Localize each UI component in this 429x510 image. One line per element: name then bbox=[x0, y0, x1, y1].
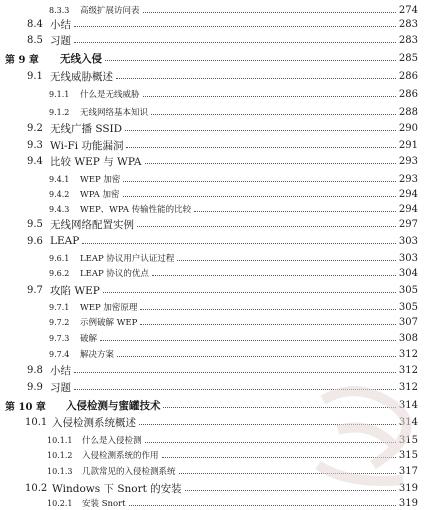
page-number: 293 bbox=[398, 173, 418, 185]
toc-entry bbox=[0, 363, 429, 377]
section-title: 小结 bbox=[50, 18, 71, 31]
toc-entry bbox=[0, 380, 429, 394]
section-number: 9.8 bbox=[27, 364, 43, 376]
section-number: 9.6.1 bbox=[49, 253, 70, 263]
section-number: 9.5 bbox=[27, 218, 43, 230]
section-title: 无线网络基本知识 bbox=[80, 108, 149, 118]
section-title: 攻陷 WEP bbox=[50, 284, 100, 297]
dot-leader bbox=[163, 406, 396, 408]
dot-leader bbox=[143, 11, 396, 13]
dot-leader bbox=[74, 25, 396, 27]
section-title: WEP 加密 bbox=[80, 175, 121, 185]
section-title: 破解 bbox=[80, 334, 98, 344]
toc-chapter-row bbox=[0, 51, 429, 65]
section-number: 9.4.2 bbox=[49, 189, 70, 199]
dot-leader bbox=[123, 195, 396, 197]
page-number: 312 bbox=[398, 348, 418, 360]
dot-leader bbox=[152, 274, 396, 276]
section-title: LEAP 协议用户认证过程 bbox=[80, 254, 175, 264]
dot-leader bbox=[137, 225, 396, 227]
dot-leader bbox=[194, 210, 396, 212]
page-number: 304 bbox=[398, 267, 418, 279]
section-number: 9.2 bbox=[27, 122, 43, 134]
dot-leader bbox=[143, 95, 396, 97]
toc-entry bbox=[0, 433, 429, 447]
page-number: 312 bbox=[398, 381, 418, 393]
toc-entry bbox=[0, 217, 429, 231]
page-number: 286 bbox=[398, 70, 418, 82]
toc-entry bbox=[0, 154, 429, 168]
section-number: 10.1.2 bbox=[47, 450, 73, 460]
section-title: 无线广播 SSID bbox=[50, 122, 123, 135]
page-number: 293 bbox=[398, 155, 418, 167]
dot-leader bbox=[125, 129, 396, 131]
dot-leader bbox=[74, 41, 396, 43]
toc-chapter-row bbox=[0, 398, 429, 412]
section-number: 10.1.1 bbox=[47, 435, 73, 445]
dot-leader bbox=[103, 291, 396, 293]
toc-entry bbox=[0, 17, 429, 31]
page-number: 303 bbox=[398, 235, 418, 247]
page-number: 283 bbox=[398, 34, 418, 46]
toc-entry bbox=[0, 3, 429, 17]
dot-leader bbox=[151, 113, 396, 115]
dot-leader bbox=[105, 59, 396, 61]
section-number: 9.4.3 bbox=[49, 204, 70, 214]
section-title: WPA 加密 bbox=[80, 190, 120, 200]
section-title: 入侵检测与蜜罐技术 bbox=[66, 399, 161, 412]
section-title: Windows 下 Snort 的安装 bbox=[52, 482, 182, 495]
toc-entry bbox=[0, 481, 429, 495]
section-title: 无线网络配置实例 bbox=[50, 218, 134, 231]
section-number: 9.7 bbox=[27, 284, 43, 296]
section-number: 10.2 bbox=[25, 482, 48, 494]
toc-entry bbox=[0, 187, 429, 201]
page-number: 290 bbox=[398, 122, 418, 134]
section-title: 示例破解 WEP bbox=[80, 318, 138, 328]
toc-entry bbox=[0, 172, 429, 186]
section-number: 8.4 bbox=[27, 18, 43, 30]
section-title: LEAP bbox=[50, 235, 80, 247]
section-title: 什么是无线威胁 bbox=[80, 90, 140, 100]
dot-leader bbox=[116, 77, 396, 79]
page-number: 314 bbox=[398, 399, 418, 411]
page-number: 307 bbox=[398, 316, 418, 328]
section-number: 9.1.1 bbox=[49, 89, 70, 99]
section-number: 9.1.2 bbox=[49, 107, 70, 117]
section-title: 比较 WEP 与 WPA bbox=[50, 155, 142, 168]
dot-leader bbox=[129, 504, 396, 506]
toc-entry bbox=[0, 415, 429, 429]
toc-entry bbox=[0, 69, 429, 83]
section-number: 8.3.3 bbox=[49, 5, 70, 15]
section-title: 入侵检测系统的作用 bbox=[82, 451, 159, 461]
page-number: 283 bbox=[398, 18, 418, 30]
section-title: 解决方案 bbox=[80, 350, 115, 360]
page-number: 305 bbox=[398, 301, 418, 313]
section-title: 习题 bbox=[50, 34, 71, 47]
section-number: 9.7.1 bbox=[49, 302, 70, 312]
section-number: 9.7.3 bbox=[49, 333, 70, 343]
toc-entry bbox=[0, 283, 429, 297]
section-title: 习题 bbox=[50, 381, 71, 394]
section-number: 9.9 bbox=[27, 381, 43, 393]
section-title: 入侵检测系统概述 bbox=[52, 416, 136, 429]
dot-leader bbox=[126, 146, 396, 148]
page-number: 315 bbox=[398, 434, 418, 446]
dot-leader bbox=[145, 441, 396, 443]
section-number: 9.4.1 bbox=[49, 174, 70, 184]
page-number: 308 bbox=[398, 332, 418, 344]
toc-entry bbox=[0, 87, 429, 101]
section-number: 10.2.1 bbox=[47, 498, 73, 508]
dot-leader bbox=[74, 388, 396, 390]
dot-leader bbox=[117, 355, 396, 357]
page-number: 274 bbox=[398, 4, 418, 16]
toc-entry bbox=[0, 315, 429, 329]
toc-entry bbox=[0, 234, 429, 248]
section-number: 10.1.3 bbox=[47, 466, 73, 476]
dot-leader bbox=[162, 456, 396, 458]
section-number: 9.4 bbox=[27, 155, 43, 167]
page-number: 314 bbox=[398, 416, 418, 428]
page-number: 291 bbox=[398, 139, 418, 151]
section-number: 9.1 bbox=[27, 70, 43, 82]
section-title: 什么是入侵检测 bbox=[82, 436, 142, 446]
dot-leader bbox=[179, 472, 396, 474]
toc-entry bbox=[0, 202, 429, 216]
section-title: 无线入侵 bbox=[60, 52, 102, 65]
page-number: 294 bbox=[398, 203, 418, 215]
dot-leader bbox=[145, 162, 396, 164]
toc-entry bbox=[0, 347, 429, 361]
toc-entry bbox=[0, 251, 429, 265]
section-number: 9.7.4 bbox=[49, 349, 70, 359]
section-title: 无线威胁概述 bbox=[50, 70, 113, 83]
dot-leader bbox=[74, 371, 396, 373]
dot-leader bbox=[100, 339, 396, 341]
toc-entry bbox=[0, 331, 429, 345]
page-number: 319 bbox=[398, 497, 418, 509]
section-title: WEP 加密原理 bbox=[80, 303, 138, 313]
toc-entry bbox=[0, 105, 429, 119]
toc-entry bbox=[0, 300, 429, 314]
section-number: 9.7.2 bbox=[49, 317, 70, 327]
section-number: 第 9 章 bbox=[5, 54, 39, 66]
section-title: 安装 Snort bbox=[82, 499, 126, 509]
dot-leader bbox=[177, 259, 396, 261]
section-title: 高级扩展访问表 bbox=[80, 6, 140, 16]
section-number: 第 10 章 bbox=[5, 401, 46, 413]
toc-entry bbox=[0, 266, 429, 280]
section-title: WEP、WPA 传输性能的比较 bbox=[80, 205, 192, 215]
page-number: 317 bbox=[398, 465, 418, 477]
page-number: 303 bbox=[398, 252, 418, 264]
dot-leader bbox=[140, 323, 396, 325]
section-number: 8.5 bbox=[27, 34, 43, 46]
toc-entry bbox=[0, 138, 429, 152]
section-number: 9.6.2 bbox=[49, 268, 70, 278]
page-number: 294 bbox=[398, 188, 418, 200]
dot-leader bbox=[123, 180, 396, 182]
section-title: 小结 bbox=[50, 364, 71, 377]
dot-leader bbox=[139, 423, 396, 425]
section-title: LEAP 协议的优点 bbox=[80, 269, 149, 279]
section-number: 9.3 bbox=[27, 139, 43, 151]
dot-leader bbox=[82, 242, 396, 244]
page-number: 288 bbox=[398, 106, 418, 118]
section-title: Wi-Fi 功能漏洞 bbox=[50, 139, 124, 152]
page-number: 297 bbox=[398, 218, 418, 230]
section-number: 9.6 bbox=[27, 235, 43, 247]
page-number: 285 bbox=[398, 52, 418, 64]
section-number: 10.1 bbox=[25, 416, 48, 428]
toc-entry bbox=[0, 448, 429, 462]
toc-entry bbox=[0, 121, 429, 135]
page-number: 286 bbox=[398, 88, 418, 100]
dot-leader bbox=[140, 308, 396, 310]
page-number: 312 bbox=[398, 364, 418, 376]
page-number: 319 bbox=[398, 482, 418, 494]
toc-entry bbox=[0, 464, 429, 478]
page-number: 305 bbox=[398, 284, 418, 296]
toc-entry bbox=[0, 496, 429, 510]
dot-leader bbox=[185, 489, 396, 491]
page-number: 315 bbox=[398, 449, 418, 461]
toc-entry bbox=[0, 33, 429, 47]
section-title: 几款常见的入侵检测系统 bbox=[82, 467, 176, 477]
